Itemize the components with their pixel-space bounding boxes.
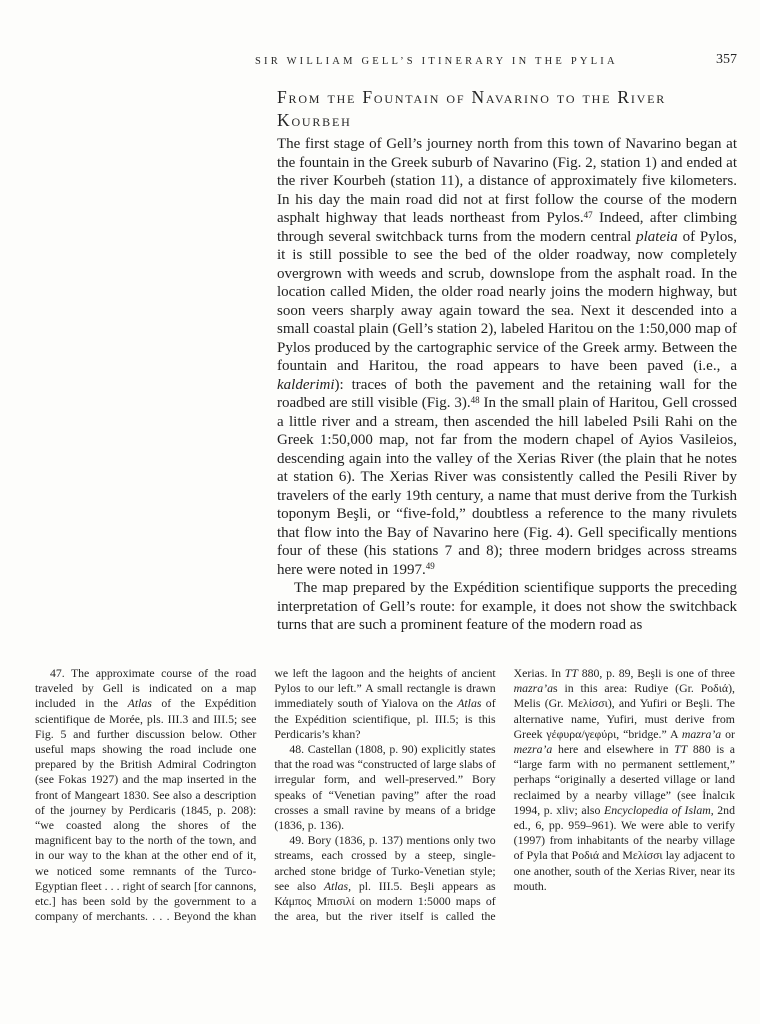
italic-text: mezra’a <box>513 742 553 757</box>
footnote-reference: 48 <box>470 394 480 405</box>
italic-text: Atlas, <box>323 878 352 893</box>
running-header: SIR WILLIAM GELL’S ITINERARY IN THE PYLIA <box>255 56 618 67</box>
italic-text: TT <box>674 742 688 757</box>
body-paragraph: The map prepared by the Expédition scientifique supports the preceding interpretation of Gell’s route: for example, it does not show the switchback turns that are such a prominent feature of the modern road as <box>277 580 737 633</box>
footnote: 48. Castellan (1808, p. 90) explicitly states that the road was “constructed of large slabs of irregular form, and well-preserved.” Bory speaks of “Venetian paving” after the road crosses a small ravine by means of a bridge (1836, p. 136). <box>274 742 496 833</box>
section-heading: From the Fountain of Navarino to the River Kourbeh <box>277 87 667 130</box>
page-number: 357 <box>716 52 737 67</box>
footnote: 49. Bory (1836, p. 137) mentions only two streams, each crossed by a steep, single-arched stone bridge of Turko-Venetian style; see also Atlas, pl. III.5. Beşli appears as Κάμπος Μπισιλί on modern 1:5000 maps of the area, but the river itself is called the Xerias. In TT 880, p. 89, Beşli is one of three mazra’as in this area: Rudiye (Gr. Ροδιά), Melis (Gr. Μελίσσι), and Yufiri or Beşli. The alternative name, Yufiri, must derive from Greek γέφυρα/γεφύρι, “bridge.” A mazra’a or mezra’a here and elsewhere in TT 880 is a “large farm with no permanent settlement,” perhaps “originally a deserted village or land reclaimed by a nearby village” (see İnalcık 1994, p. xliv; also Encyclopedia of Islam, 2nd ed., 6, pp. 959–961). We were able to verify (1997) from inhabitants of the nearby village of Pyla that Ροδιά and Μελίσσι lay adjacent to one another, south of the Xerias River, near its mouth. <box>274 666 735 924</box>
italic-text: kalderimi <box>277 376 335 393</box>
italic-text: TT <box>564 666 578 680</box>
body-text <box>277 135 737 635</box>
footnotes <box>35 666 735 924</box>
italic-text: mazra’a <box>681 726 722 741</box>
italic-text: Atlas <box>127 696 152 711</box>
footnote-reference: 47 <box>583 209 593 220</box>
body-paragraph: The first stage of Gell’s journey north from this town of Navarino began at the fountain in the Greek suburb of Navarino (Fig. 2, station 1) and ended at the river Kourbeh (station 11), a distance of approximately five kilometers. In his day the main road did not at first follow the course of the modern asphalt highway that leads northeast from Pylos.$^{47}$ Indeed, after climbing through several switchback turns from the modern central plateia of Pylos, it is still possible to see the bed of the older roadway, now completely overgrown with weeds and scrub, downslope from the asphalt road. In the location called Miden, the older road nearly joins the modern highway, but soon veers sharply away again toward the sea. Next it descended into a small coastal plain (Gell’s station 2), labeled Haritou on the 1:50,000 map of Pylos produced by the cartographic service of the Greek army. Between the fountain and Haritou, the road appears to have been paved (i.e., a kalderimi): traces of both the pavement and the retaining wall for the roadbed are still visible (Fig. 3).$^{48}$ In the small plain of Haritou, Gell crossed a little river and a stream, then ascended the hill labeled Psili Rahi on the Greek 1:50,000 map, not far from the modern chapel of Ayios Vasileios, descending again into the valley of the Xerias River (the plain that he notes at station 6). The Xerias River was consistently called the Pesili River by travelers of the early 19th century, a name that must derive from the Turkish toponym Beşli, or “five-fold,” doubtless a reference to the many rivulets that flow into the Bay of Navarino here (Fig. 4). Gell specifically mentions four of these (his stations 7 and 8); three modern bridges across streams here were noted in 1997.49 <box>277 136 737 578</box>
italic-text: Atlas <box>457 696 482 711</box>
italic-text: Encyclopedia of Islam, <box>604 802 714 817</box>
footnote-reference: 49 <box>425 561 435 572</box>
footnote: 47. The approximate course of the road traveled by Gell is indicated on a map included in the Atlas of the Expédition scientifique de Morée, pls. III.3 and III.5; see Fig. 5 and further discussion below. Other useful maps showing the road include one prepared by the British Admiral Codrington (see Fokas 1927) and the map inserted in the front of Mangeart 1830. See also a description of the journey by Perdicaris (1845, p. 208): “we coasted along the shores of the magnificent bay to the north of the town, and in our way to the khan at the other end of it, we noticed some remnants of the Turco-Egyptian fleet . . . right of search [for cannons, etc.] has been sold by the government to a company of merchants. . . . Beyond the khan we left the lagoon and the heights of ancient Pylos to our left.” A small rectangle is drawn immediately south of Yialova on the Atlas of the Expédition scientifique, pl. III.5; is this Perdicaris’s khan? <box>35 666 496 924</box>
italic-text: mazra’a <box>513 681 553 696</box>
italic-text: plateia <box>636 228 678 245</box>
